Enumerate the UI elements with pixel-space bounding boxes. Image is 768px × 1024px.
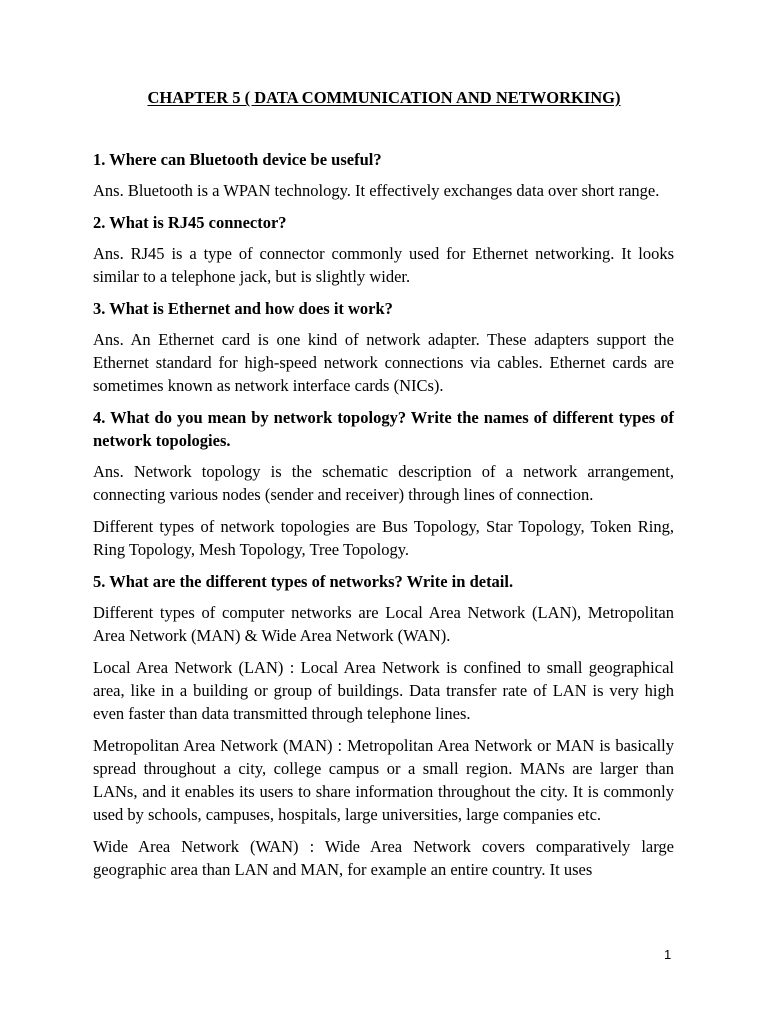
answer-5-lan: Local Area Network (LAN) : Local Area Network is confined to small geographical area, like in a building or group of buildings. Data transfer rate of LAN is very high even faster than data transmitted through telephone lines. (93, 658, 674, 723)
answer-3: Ans. An Ethernet card is one kind of network adapter. These adapters support the Ethernet standard for high-speed network connections via cables. Ethernet cards are sometimes known as network interface cards (NICs). (93, 330, 674, 395)
answer-5-man: Metropolitan Area Network (MAN) : Metropolitan Area Network or MAN is basically spread throughout a city, college campus or a small region. MANs are larger than LANs, and it enables its users to share information throughout the city. It is commonly used by schools, campuses, hospitals, large universities, large companies etc. (93, 736, 674, 824)
question-4: 4. What do you mean by network topology? Write the names of different types of network topologies. (93, 408, 674, 450)
question-2: 2. What is RJ45 connector? (93, 213, 287, 232)
document-content (93, 148, 674, 890)
question-5: 5. What are the different types of networks? Write in detail. (93, 572, 514, 591)
answer-4: Ans. Network topology is the schematic description of a network arrangement, connecting various nodes (sender and receiver) through lines of connection. (93, 462, 674, 504)
page-number: 1 (664, 947, 672, 962)
question-1: 1. Where can Bluetooth device be useful? (93, 150, 382, 169)
question-3: 3. What is Ethernet and how does it work? (93, 299, 393, 318)
answer-4-types: Different types of network topologies are Bus Topology, Star Topology, Token Ring, Ring Topology, Mesh Topology, Tree Topology. (93, 517, 674, 559)
chapter-title: CHAPTER 5 ( DATA COMMUNICATION AND NETWORKING) (147, 88, 621, 107)
answer-2: Ans. RJ45 is a type of connector commonly used for Ethernet networking. It looks similar to a telephone jack, but is slightly wider. (93, 244, 674, 286)
answer-5-intro: Different types of computer networks are Local Area Network (LAN), Metropolitan Area Network (MAN) & Wide Area Network (WAN). (93, 603, 674, 645)
answer-5-wan: Wide Area Network (WAN) : Wide Area Network covers comparatively large geographic area than LAN and MAN, for example an entire country. It uses (93, 837, 674, 879)
answer-1: Ans. Bluetooth is a WPAN technology. It effectively exchanges data over short range. (93, 181, 660, 200)
